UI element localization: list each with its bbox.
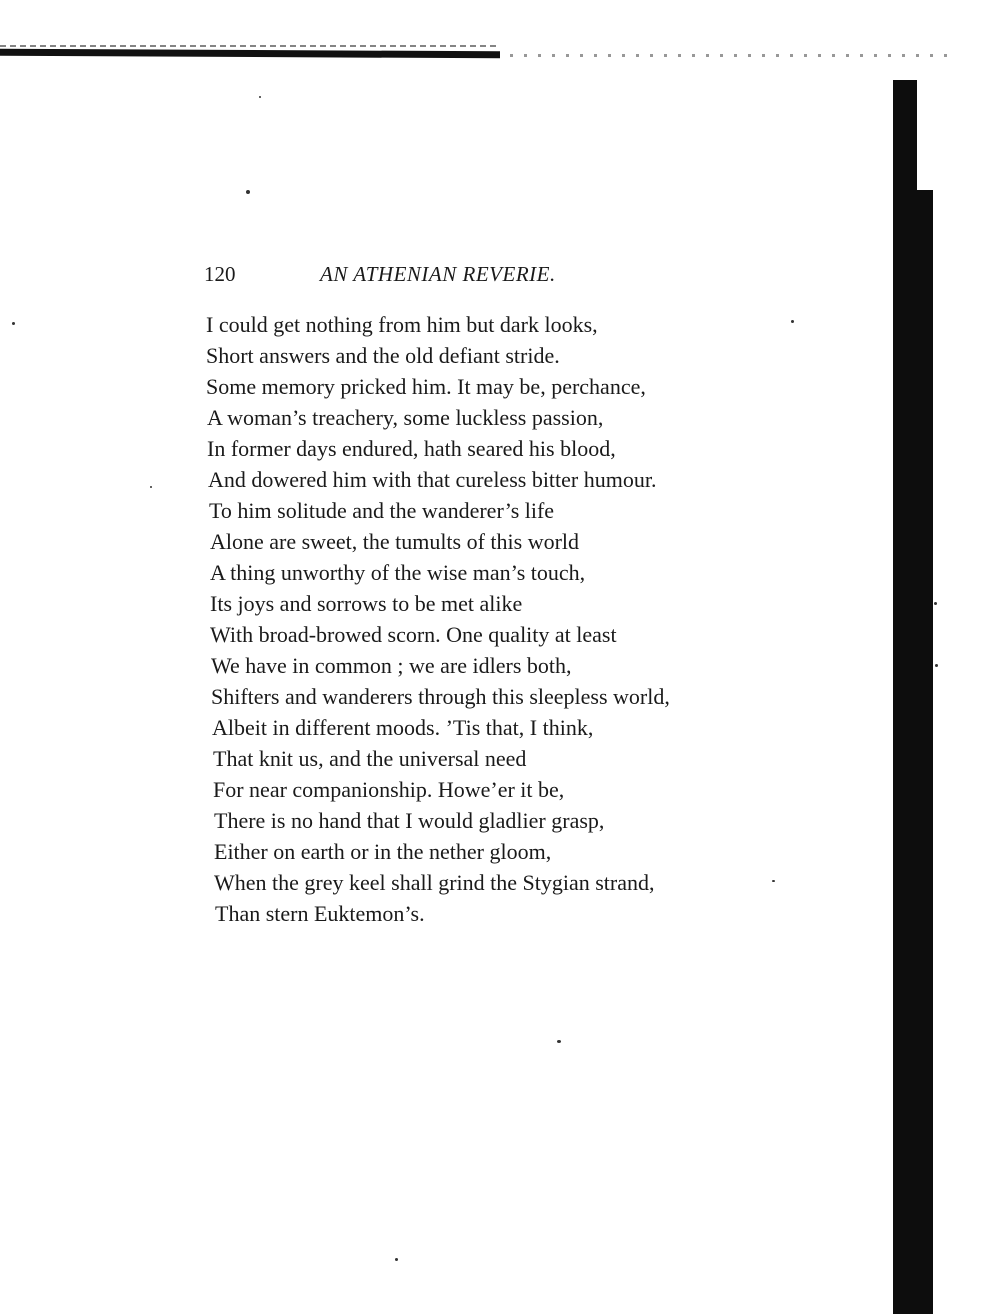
poem-line: When the grey keel shall grind the Stygian strand, bbox=[214, 870, 655, 895]
scan-speck bbox=[772, 880, 775, 882]
scan-speck bbox=[150, 486, 152, 488]
scan-speck bbox=[259, 96, 261, 98]
scan-speck bbox=[395, 1258, 398, 1261]
scan-speck bbox=[246, 190, 250, 194]
scan-speck bbox=[791, 320, 794, 323]
poem-line: With broad-browed scorn. One quality at least bbox=[210, 622, 617, 647]
poem-line: That knit us, and the universal need bbox=[213, 746, 527, 771]
poem-line: Shifters and wanderers through this sleepless world, bbox=[211, 684, 670, 709]
poem-line: A thing unworthy of the wise man’s touch, bbox=[210, 560, 586, 585]
scan-speck bbox=[935, 664, 938, 667]
scan-speck bbox=[557, 1040, 561, 1043]
poem-line: To him solitude and the wanderer’s life bbox=[209, 498, 555, 523]
poem-line: And dowered him with that cureless bitter humour. bbox=[208, 467, 657, 492]
scan-top-edge bbox=[0, 49, 500, 59]
poem-line: A woman’s treachery, some luckless passion, bbox=[207, 405, 604, 430]
poem-line: Either on earth or in the nether gloom, bbox=[214, 839, 552, 864]
poem-line: Short answers and the old defiant stride. bbox=[206, 343, 560, 368]
running-title: AN ATHENIAN REVERIE. bbox=[320, 262, 556, 286]
poem-line: I could get nothing from him but dark looks, bbox=[206, 312, 598, 337]
poem-line: We have in common ; we are idlers both, bbox=[211, 653, 572, 678]
poem-line: There is no hand that I would gladlier grasp, bbox=[214, 808, 605, 833]
poem-line: Than stern Euktemon’s. bbox=[215, 901, 425, 926]
running-head bbox=[204, 262, 684, 290]
scan-speck bbox=[934, 602, 937, 605]
scan-top-dots bbox=[510, 54, 950, 57]
poem-line: Albeit in different moods. ’Tis that, I think, bbox=[212, 715, 594, 740]
page-number: 120 bbox=[204, 262, 236, 286]
scan-edge-noise bbox=[0, 45, 500, 47]
poem-line: In former days endured, hath seared his blood, bbox=[207, 436, 616, 461]
poem-line: Some memory pricked him. It may be, perchance, bbox=[206, 374, 646, 399]
poem-line: Alone are sweet, the tumults of this world bbox=[210, 529, 580, 554]
poem-line: For near companionship. Howe’er it be, bbox=[213, 777, 565, 802]
scan-right-edge bbox=[893, 80, 917, 1314]
scan-right-edge-inner bbox=[917, 190, 933, 1314]
poem-line: Its joys and sorrows to be met alike bbox=[210, 591, 523, 616]
poem-text bbox=[206, 309, 766, 929]
scan-speck bbox=[12, 322, 15, 325]
